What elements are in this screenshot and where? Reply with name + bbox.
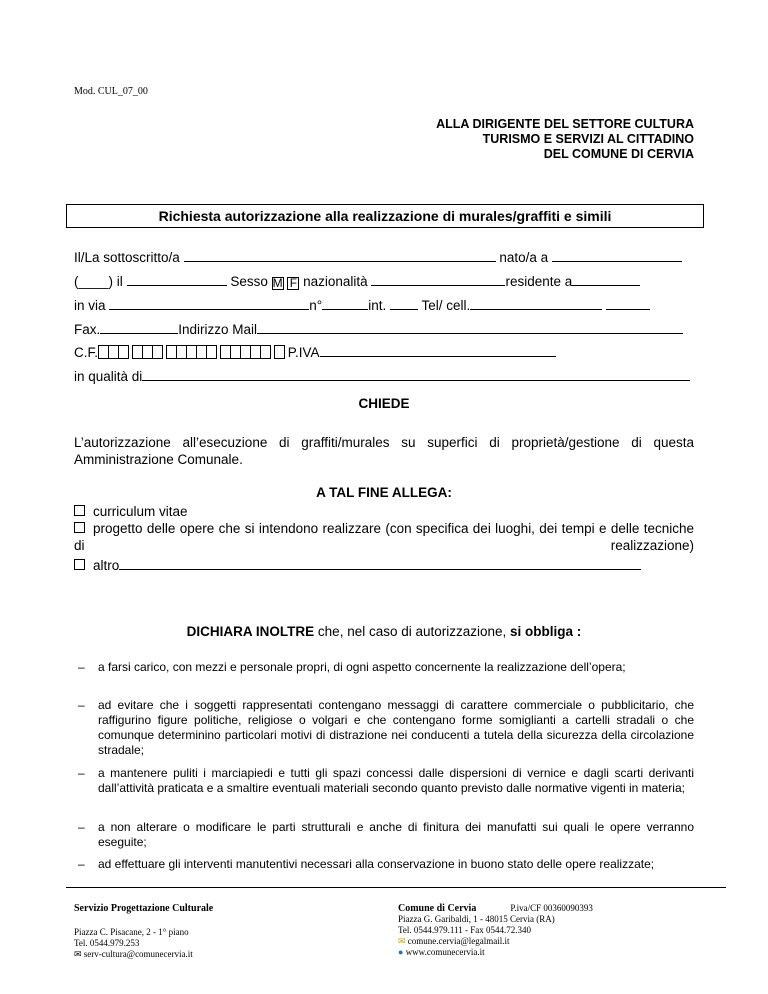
dash-icon: – [78,857,85,871]
form-row-name [74,249,682,265]
fax-field[interactable] [100,321,178,334]
obligation-text: a mantenere puliti i marciapiedi e tutti gli spazi concessi dalle dispersioni di vernice e dagli scarti derivanti dall’attività praticata e a smaltire eventuali materiali secondo quanto previsto dalle normative vigenti in materia; [98,766,694,795]
residente-label: residente a [505,274,573,289]
int-label: int. [368,298,387,313]
checkbox-icon[interactable] [74,505,85,516]
chiede-text: L’autorizzazione all’esecuzione di graffiti/murales su superfici di proprietà/gestione di questa Amministrazione Comunale. [74,435,694,467]
obbliga-bold: si obbliga : [510,624,582,639]
obligation-item [78,660,694,675]
fiscal-code-cells[interactable] [98,345,284,362]
nazionalita-label: nazionalità [303,274,368,289]
piva-label: P.IVA [287,345,320,360]
obligation-text: a farsi carico, con mezzi e personale propri, di ogni aspetto concernente la realizzazione dell’opera; [98,660,626,674]
vat-field[interactable] [320,344,556,357]
footer-left [74,903,213,960]
nationality-field[interactable] [371,273,505,286]
allega-heading: A TAL FINE ALLEGA: [316,485,452,500]
obligation-text: a non alterare o modificare le parti strutturali e anche di finitura dei manufatti sui quali le opere verranno eseguite; [98,820,694,849]
recipient-address [274,117,694,162]
dichiara-heading [0,624,768,639]
dichiara-text: che, nel caso di autorizzazione, [314,624,511,639]
chiede-heading: CHIEDE [358,396,410,411]
qualita-label: in qualità di [74,369,143,384]
attachment-label: progetto delle opere che si intendono realizzare (con specifica dei luoghi, dei tempi e delle tecniche di realizzazione) [74,521,694,553]
numero-label: n° [309,298,323,313]
attachment-label: curriculum vitae [93,504,188,519]
prov-label: (____) il [74,274,123,289]
obligation-item [78,857,694,872]
street-field[interactable] [109,297,309,310]
attachment-label: altro [93,558,120,573]
attachment-item [74,503,188,520]
form-row-contacts [74,321,683,337]
footer-service-email[interactable]: serv-cultura@comunecervia.it [83,949,193,959]
footer-right [398,903,708,958]
residence-field[interactable] [572,273,640,286]
recipient-line-2: TURISMO E SERVIZI AL CITTADINO [482,132,694,146]
obligation-item [78,766,694,796]
birthdate-field[interactable] [127,273,227,286]
attachment-item [74,557,641,574]
tel-label: Tel/ cell. [421,298,471,313]
checkbox-icon[interactable] [74,559,85,570]
mail-icon: ✉ [398,936,406,946]
fax-label: Fax. [74,322,101,337]
name-field[interactable] [184,249,496,262]
footer-divider [66,887,726,888]
dash-icon: – [78,766,85,780]
sex-f-box[interactable]: F [287,277,299,290]
attachment-item [74,520,694,554]
footer-comune-tel: Tel. 0544.979.111 - Fax 0544.72.340 [398,925,531,935]
checkbox-icon[interactable] [74,522,85,533]
globe-icon: ● [398,947,404,957]
recipient-line-3: DEL COMUNE DI CERVIA [543,147,694,161]
module-code: Mod. CUL_07_00 [74,86,148,97]
obligation-item [78,820,694,850]
footer-piva: P.iva/CF 00360090393 [510,903,593,913]
sesso-label: Sesso [230,274,268,289]
form-row-address [74,297,650,313]
form-row-birth [74,273,640,290]
footer-pec[interactable]: comune.cervia@legalmail.it [407,936,510,946]
dichiara-bold: DICHIARA INOLTRE [186,624,315,639]
mail-icon: ✉ [74,949,82,959]
cf-label: C.F. [74,345,99,360]
obligation-text: ad evitare che i soggetti rappresentati contengano messaggi di carattere commerciale o pubblicitario, che raffigurino figure politiche, religiose o volgari e che contengano forme somiglianti a cartelli stradali o che comunque determinino particolari motivi di distrazione nei conducenti a tutela della sicurezza della circolazione stradale; [98,698,694,757]
obligation-text: ad effettuare gli interventi manutentivi necessari alla conservazione in buono stato delle opere realizzate; [98,857,655,871]
dash-icon: – [78,820,85,834]
footer-comune-address: Piazza G. Garibaldi, 1 - 48015 Cervia (RA) [398,914,555,924]
footer-service-tel: Tel. 0544.979.253 [74,938,140,948]
obligation-item [78,698,694,758]
mail-label: Indirizzo Mail [178,322,258,337]
nato-label: nato/a a [499,250,549,265]
role-field[interactable] [142,368,690,381]
form-row-role [74,368,690,384]
footer-service-address: Piazza C. Pisacane, 2 - 1° piano [74,927,189,937]
int-field[interactable] [390,297,418,310]
sex-m-box[interactable]: M [272,276,283,290]
document-title: Richiesta autorizzazione alla realizzazione di murales/graffiti e simili [66,204,704,228]
footer-service-title: Servizio Progettazione Culturale [74,903,214,914]
form-row-fiscal [74,344,556,362]
footer-website[interactable]: www.comunecervia.it [405,947,485,957]
birthplace-field[interactable] [552,249,682,262]
phone-field[interactable] [470,297,602,310]
phone-field-2[interactable] [606,297,650,310]
other-attachment-field[interactable] [119,557,641,570]
recipient-line-1: ALLA DIRIGENTE DEL SETTORE CULTURA [436,117,694,131]
footer-comune-title: Comune di Cervia [398,903,477,914]
dash-icon: – [78,660,85,674]
number-field[interactable] [322,297,368,310]
email-field[interactable] [257,321,683,334]
via-label: in via [74,298,106,313]
dash-icon: – [78,698,85,712]
sottoscritto-label: Il/La sottoscritto/a [74,250,180,265]
